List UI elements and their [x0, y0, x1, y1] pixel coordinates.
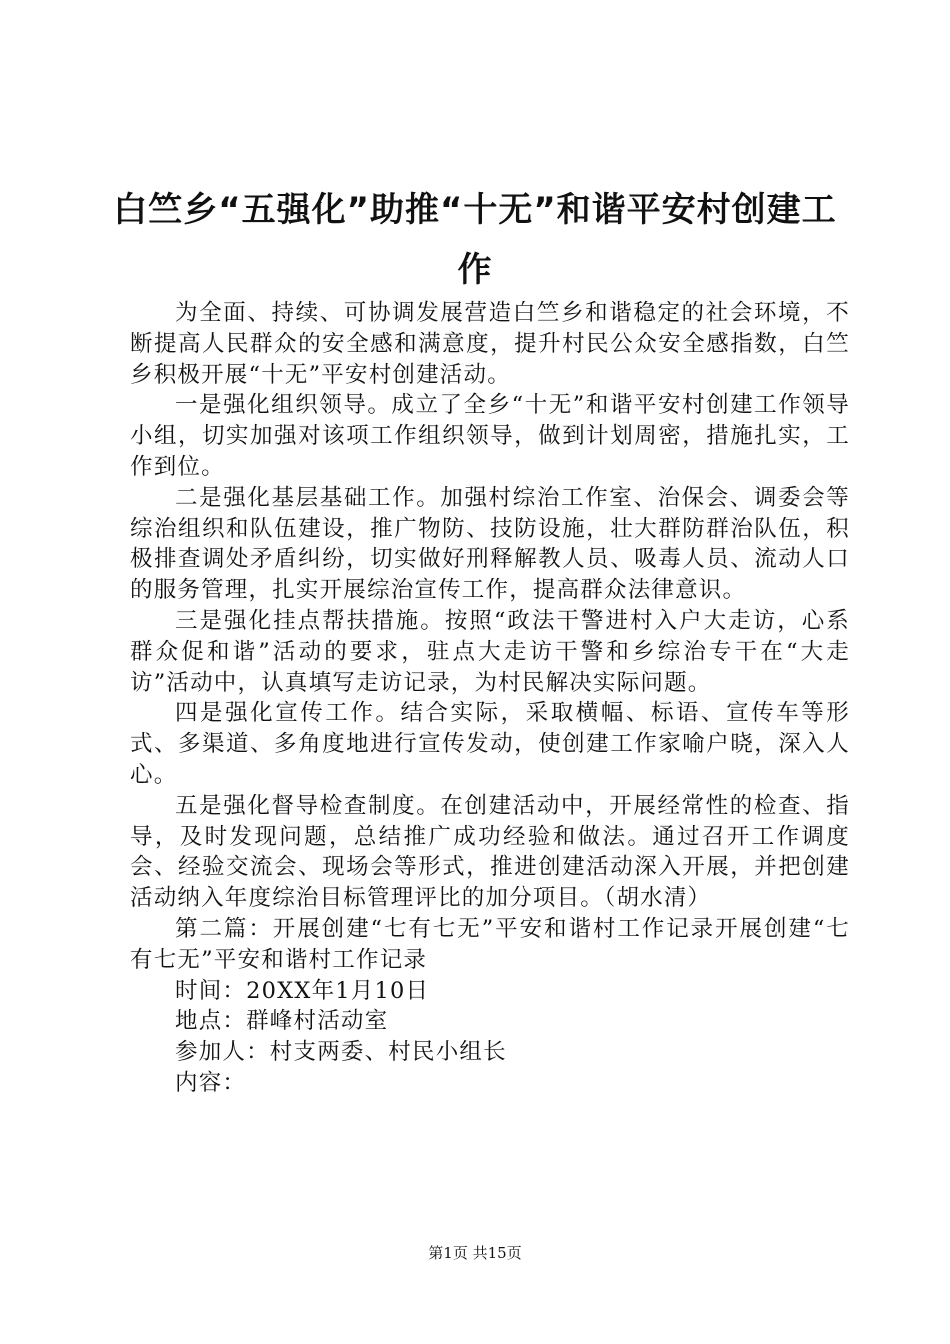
- document-body: [130, 298, 850, 1099]
- page-number-footer: 第1页 共15页: [428, 1244, 522, 1262]
- document-title: 白竺乡“五强化”助推“十无”和谐平安村创建工作: [113, 190, 837, 290]
- paragraph-publicity: 四是强化宣传工作。结合实际，采取横幅、标语、宣传车等形式、多渠道、多角度地进行宣传发动，使创建工作家喻户晓，深入人心。: [130, 700, 850, 788]
- paragraph-organization: 一是强化组织领导。成立了全乡“十无”和谐平安村创建工作领导小组，切实加强对该项工作组织领导，做到计划周密，措施扎实，工作到位。: [130, 392, 850, 480]
- paragraph-second-article-heading: 第二篇：开展创建“七有七无”平安和谐村工作记录开展创建“七有七无”平安和谐村工作记录: [130, 915, 850, 973]
- record-content: 内容：: [175, 1069, 247, 1096]
- paragraph-supervision: 五是强化督导检查制度。在创建活动中，开展经常性的检查、指导，及时发现问题，总结推广成功经验和做法。通过召开工作调度会、经验交流会、现场会等形式，推进创建活动深入开展，并把创建活动纳入年度综治目标管理评比的加分项目。（胡水清）: [130, 792, 850, 912]
- paragraph-intro: 为全面、持续、可协调发展营造白竺乡和谐稳定的社会环境，不断提高人民群众的安全感和满意度，提升村民公众安全感指数，白竺乡积极开展“十无”平安村创建活动。: [130, 300, 850, 388]
- record-time: 时间：20XX年1月10日: [175, 977, 430, 1004]
- record-participants: 参加人：村支两委、村民小组长: [175, 1039, 507, 1066]
- paragraph-assistance: 三是强化挂点帮扶措施。按照“政法干警进村入户大走访，心系群众促和谐”活动的要求，驻点大走访干警和乡综治专干在“大走访”活动中，认真填写走访记录，为村民解决实际问题。: [130, 607, 850, 696]
- paragraph-grassroots: 二是强化基层基础工作。加强村综治工作室、治保会、调委会等综治组织和队伍建设，推广物防、技防设施，壮大群防群治队伍，积极排查调处矛盾纠纷，切实做好刑释解教人员、吸毒人员、流动人口的服务管理，扎实开展综治宣传工作，提高群众法律意识。: [130, 484, 850, 604]
- record-location: 地点：群峰村活动室: [175, 1008, 389, 1035]
